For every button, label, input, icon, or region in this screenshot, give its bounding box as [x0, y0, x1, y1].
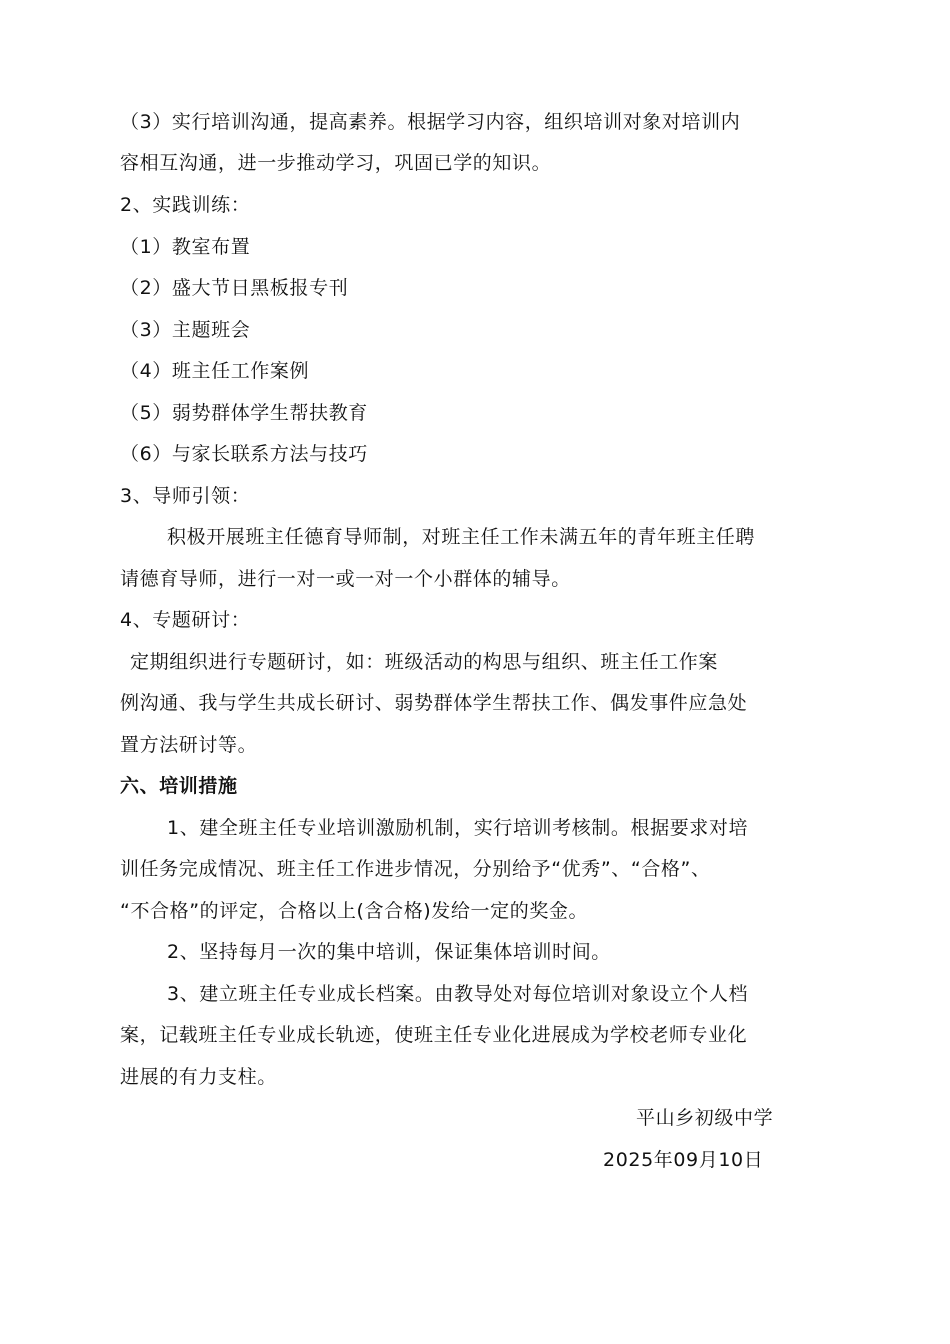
list-item: （1）教室布置	[120, 236, 251, 258]
section-heading: 3、导师引领：	[120, 485, 251, 507]
paragraph-line: 请德育导师，进行一对一或一对一个小群体的辅导。	[120, 568, 571, 590]
paragraph-line: 1、建全班主任专业培训激励机制，实行培训考核制。根据要求对培	[167, 817, 749, 839]
paragraph-line: 容相互沟通，进一步推动学习，巩固已学的知识。	[120, 152, 552, 174]
paragraph-line: 训任务完成情况、班主任工作进步情况，分别给予“优秀”、“合格”、	[120, 858, 711, 880]
paragraph-line: 2、坚持每月一次的集中培训，保证集体培训时间。	[167, 941, 611, 963]
paragraph-line: 置方法研讨等。	[120, 734, 258, 756]
list-item: （5）弱势群体学生帮扶教育	[120, 402, 368, 424]
paragraph-line: 定期组织进行专题研讨，如：班级活动的构思与组织、班主任工作案	[130, 651, 719, 673]
signature-date: 2025年09月10日	[603, 1149, 764, 1171]
paragraph-line: 案，记载班主任专业成长轨迹，使班主任专业化进展成为学校老师专业化	[120, 1024, 748, 1046]
list-item: （3）主题班会	[120, 319, 251, 341]
list-item: （2）盛大节日黑板报专刊	[120, 277, 349, 299]
section-heading-bold: 六、培训措施	[120, 775, 238, 797]
list-item: （4）班主任工作案例	[120, 360, 310, 382]
list-item: （6）与家长联系方法与技巧	[120, 443, 368, 465]
paragraph-line: 进展的有力支柱。	[120, 1066, 277, 1088]
section-heading: 4、专题研讨：	[120, 609, 251, 631]
section-heading: 2、实践训练：	[120, 194, 251, 216]
paragraph-line: 例沟通、我与学生共成长研讨、弱势群体学生帮扶工作、偶发事件应急处	[120, 692, 748, 714]
signature-organization: 平山乡初级中学	[636, 1107, 774, 1129]
paragraph-line: （3）实行培训沟通，提高素养。根据学习内容，组织培训对象对培训内	[120, 111, 741, 133]
paragraph-line: 积极开展班主任德育导师制，对班主任工作未满五年的青年班主任聘	[167, 526, 756, 548]
paragraph-line: “不合格”的评定，合格以上(含合格)发给一定的奖金。	[120, 900, 589, 922]
paragraph-line: 3、建立班主任专业成长档案。由教导处对每位培训对象设立个人档	[167, 983, 749, 1005]
